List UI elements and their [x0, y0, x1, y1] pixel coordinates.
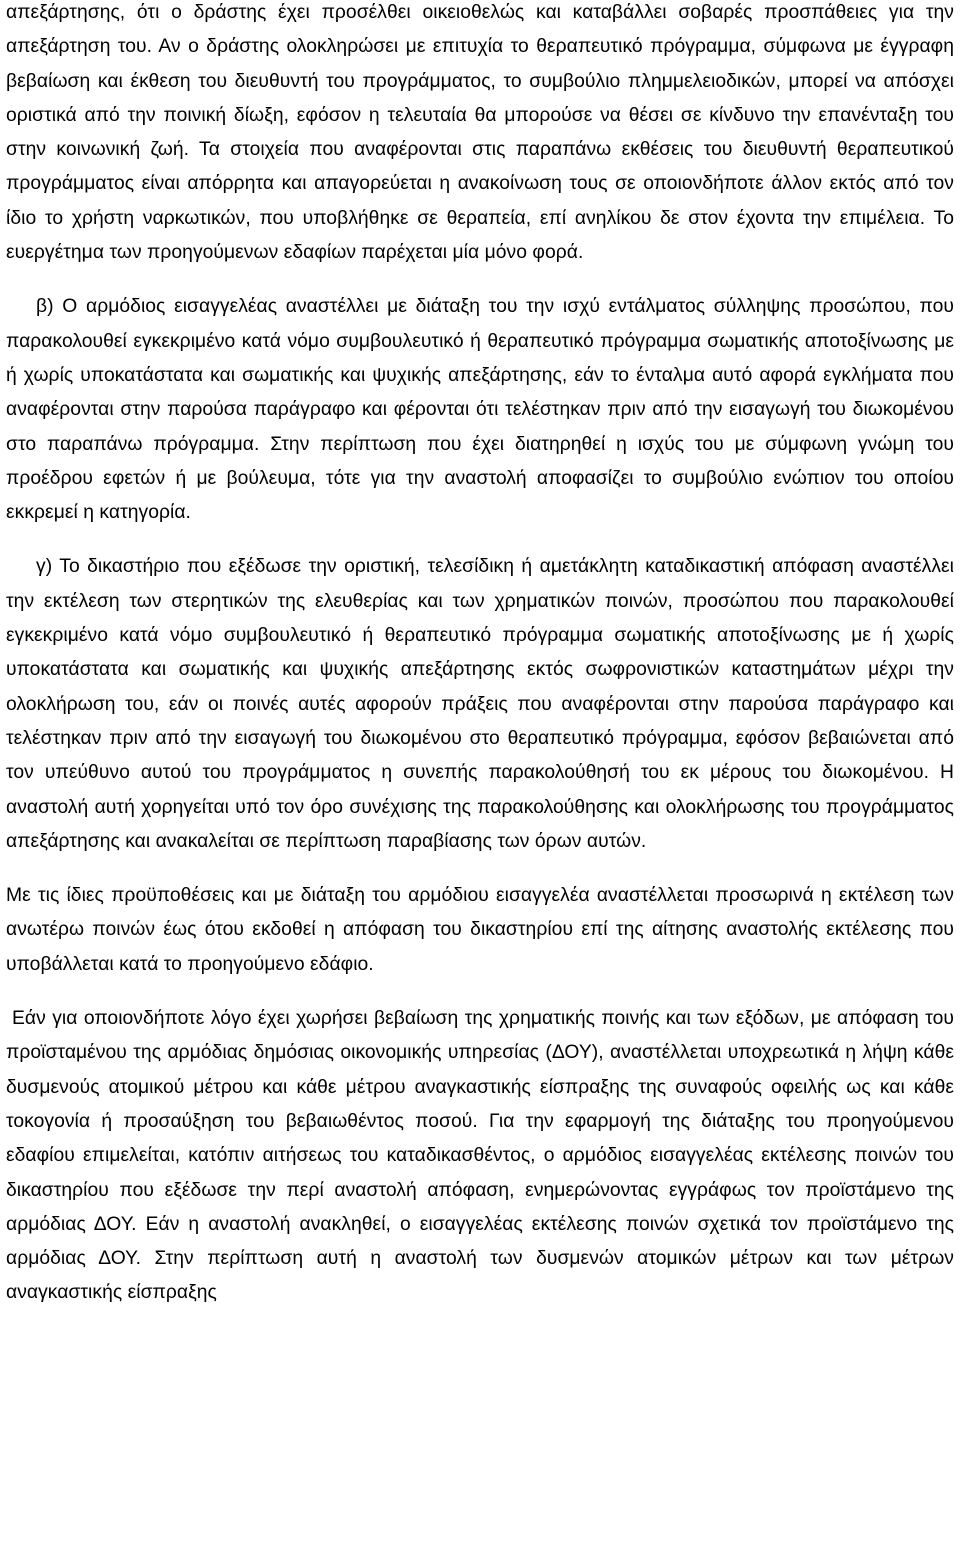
paragraph-c: γ) Το δικαστήριο που εξέδωσε την οριστική, τελεσίδικη ή αμετάκλητη καταδικαστική απόφαση αναστέλλει την εκτέλεση των στερητικών της ελευθερίας και των χρηματικών ποινών, προσώπου που παρακολουθεί εγκεκριμένο κατά νόμο συμβουλευτικό ή θεραπευτικό πρόγραμμα σωματικής αποτοξίνωσης με ή χωρίς υποκατάστατα και σωματικής και ψυχικής απεξάρτησης εκτός σωφρονιστικών καταστημάτων μέχρι την ολοκλήρωση του, εάν οι ποινές αυτές αφορούν πράξεις που αναφέρονται στην παρούσα παράγραφο και τελέστηκαν πριν από την εισαγωγή του διωκομένου στο θεραπευτικό πρόγραμμα, εφόσον βεβαιώνεται από τον υπεύθυνο αυτού του προγράμματος η συνεπής παρακολούθησή του εκ μέρους του διωκομένου. Η αναστολή αυτή χορηγείται υπό τον όρο συνέχισης της παρακολούθησης και ολοκλήρωσης του προγράμματος απεξάρτησης και ανακαλείται σε περίπτωση παραβίασης των όρων αυτών. [6, 556, 954, 852]
paragraph-tax-office: Εάν για οποιονδήποτε λόγο έχει χωρήσει βεβαίωση της χρηματικής ποινής και των εξόδων, με απόφαση του προϊσταμένου της αρμόδιας δημόσιας οικονομικής υπηρεσίας (ΔΟΥ), αναστέλλεται υποχρεωτικά η λήψη κάθε δυσμενούς ατομικού μέτρου και κάθε μέτρου αναγκαστικής είσπραξης της συναφούς οφειλής ως και κάθε τοκογονία ή προσαύξηση του βεβαιωθέντος ποσού. Για την εφαρμογή της διάταξης του προηγούμενου εδαφίου επιμελείται, κατόπιν αιτήσεως του καταδικασθέντος, ο αρμόδιος εισαγγελέας εκτέλεσης ποινών του δικαστηρίου που εξέδωσε την περί αναστολή απόφαση, ενημερώνοντας εγγράφως τον προϊστάμενο της αρμόδιας ΔΟΥ. Εάν η αναστολή ανακληθεί, ο εισαγγελέας εκτέλεσης ποινών σχετικά τον προϊστάμενο της αρμόδιας ΔΟΥ. Στην περίπτωση αυτή η αναστολή των δυσμενών ατομικών μέτρων και των μέτρων αναγκαστικής είσπραξης [6, 1008, 954, 1304]
paragraph-b: β) Ο αρμόδιος εισαγγελέας αναστέλλει με διάταξη του την ισχύ εντάλματος σύλληψης προσώπου, που παρακολουθεί εγκεκριμένο κατά νόμο συμβουλευτικό ή θεραπευτικό πρόγραμμα σωματικής αποτοξίνωσης με ή χωρίς υποκατάστατα και σωματικής και ψυχικής απεξάρτησης, εάν το ένταλμα αυτό αφορά εγκλήματα που αναφέρονται στην παρούσα παράγραφο και φέρονται ότι τελέστηκαν πριν από την εισαγωγή του διωκομένου στο παραπάνω πρόγραμμα. Στην περίπτωση που έχει διατηρηθεί η ισχύς του με σύμφωνη γνώμη του προέδρου εφετών ή με βούλευμα, τότε για την αναστολή αποφασίζει το συμβούλιο ενώπιον του οποίου εκκρεμεί η κατηγορία. [6, 296, 954, 524]
document-page [6, 0, 954, 1311]
paragraph-provisional-suspension: Με τις ίδιες προϋποθέσεις και με διάταξη του αρμόδιου εισαγγελέα αναστέλλεται προσωρινά η εκτέλεση των ανωτέρω ποινών έως ότου εκδοθεί η απόφαση του δικαστηρίου επί της αίτησης αναστολής εκτέλεσης που υποβάλλεται κατά το προηγούμενο εδάφιο. [6, 885, 954, 975]
paragraph-continuation: απεξάρτησης, ότι ο δράστης έχει προσέλθει οικειοθελώς και καταβάλλει σοβαρές προσπάθειες για την απεξάρτηση του. Αν ο δράστης ολοκληρώσει με επιτυχία το θεραπευτικό πρόγραμμα, σύμφωνα με έγγραφη βεβαίωση και έκθεση του διευθυντή του προγράμματος, το συμβούλιο πλημμελειοδικών, μπορεί να απόσχει οριστικά από την ποινική δίωξη, εφόσον η τελευταία θα μπορούσε να θέσει σε κίνδυνο την επανένταξη του στην κοινωνική ζωή. Τα στοιχεία που αναφέρονται στις παραπάνω εκθέσεις του διευθυντή θεραπευτικού προγράμματος είναι απόρρητα και απαγορεύεται η ανακοίνωση τους σε οποιονδήποτε άλλον εκτός από τον ίδιο το χρήστη ναρκωτικών, που υποβλήθηκε σε θεραπεία, επί ανηλίκου δε στον έχοντα την επιμέλεια. Το ευεργέτημα των προηγούμενων εδαφίων παρέχεται μία μόνο φορά. [6, 2, 954, 264]
